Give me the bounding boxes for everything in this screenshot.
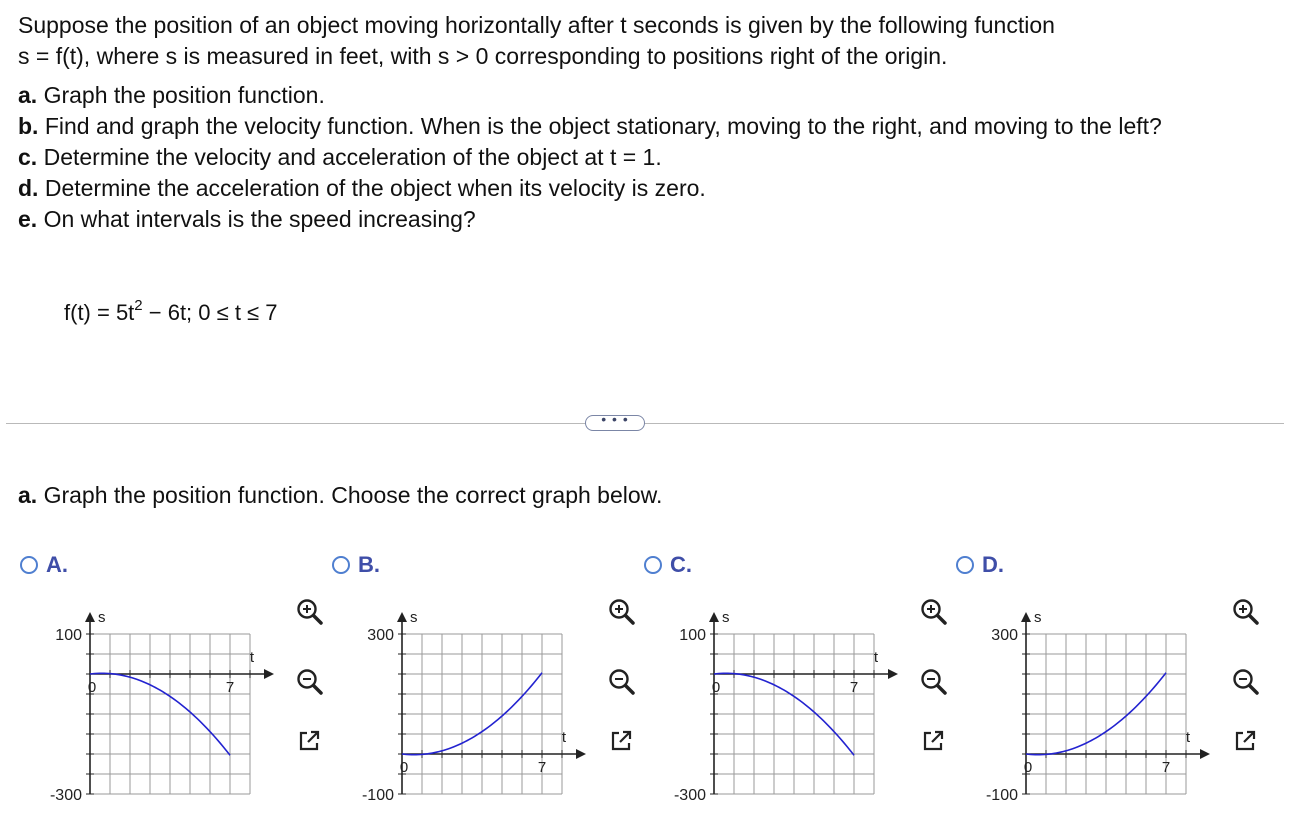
question-prompt: a. Graph the position function. Choose the correct graph below.: [18, 482, 663, 508]
y-min-label: -100: [361, 787, 394, 804]
x-max-tick-label: 7: [537, 759, 547, 776]
part-a: a. Graph the position function.: [18, 82, 325, 108]
part-b: b. Find and graph the velocity function. When is the object stationary, moving to the right, and moving to the left?: [18, 113, 1162, 139]
zoom-out-icon[interactable]: [918, 666, 948, 696]
y-min-label: -300: [49, 787, 82, 804]
option-c[interactable]: [644, 552, 692, 578]
option-label: A.: [46, 552, 68, 577]
y-axis-name: s: [410, 609, 418, 626]
expand-icon[interactable]: [1230, 726, 1260, 756]
radio-button[interactable]: [20, 556, 38, 574]
y-max-label: 300: [367, 627, 394, 644]
y-axis-arrow: [397, 612, 407, 622]
x-axis-name: t: [561, 729, 566, 746]
function-definition: $f(t) = 5t^2 - 6t$; 0 ≤ t ≤ 7: [64, 297, 278, 325]
expand-icon[interactable]: [294, 726, 324, 756]
option-d[interactable]: [956, 552, 1004, 578]
y-axis-name: s: [98, 609, 106, 626]
x-zero-label: 0: [87, 679, 97, 696]
y-axis-arrow: [709, 612, 719, 622]
y-max-label: 100: [55, 627, 82, 644]
x-max-tick-label: 7: [225, 679, 235, 696]
intro-line-2: s = f(t), where s is measured in feet, with s > 0 corresponding to positions right of the origin.: [18, 43, 948, 69]
y-axis-arrow: [1021, 612, 1031, 622]
x-max-tick-label: 7: [1161, 759, 1171, 776]
y-min-label: -100: [985, 787, 1018, 804]
x-axis-arrow: [576, 749, 586, 759]
grid: [711, 634, 874, 794]
x-axis-arrow: [1200, 749, 1210, 759]
show-more-button[interactable]: • • •: [585, 415, 645, 431]
part-e: e. On what intervals is the speed increasing?: [18, 206, 476, 232]
expand-icon[interactable]: [918, 726, 948, 756]
zoom-in-icon[interactable]: [1230, 596, 1260, 626]
radio-button[interactable]: [956, 556, 974, 574]
part-d: d. Determine the acceleration of the object when its velocity is zero.: [18, 175, 706, 201]
option-label: D.: [982, 552, 1004, 577]
zoom-in-icon[interactable]: [294, 596, 324, 626]
x-axis-name: t: [873, 649, 878, 666]
x-zero-label: 0: [1023, 759, 1033, 776]
zoom-in-icon[interactable]: [918, 596, 948, 626]
graph-option-a: [34, 596, 284, 806]
zoom-in-icon[interactable]: [606, 596, 636, 626]
y-max-label: 100: [679, 627, 706, 644]
y-max-label: 300: [991, 627, 1018, 644]
option-b[interactable]: [332, 552, 380, 578]
graph-option-c: [658, 596, 908, 806]
x-zero-label: 0: [711, 679, 721, 696]
section-divider: [6, 423, 1284, 424]
x-axis-name: t: [1185, 729, 1190, 746]
zoom-out-icon[interactable]: [294, 666, 324, 696]
y-axis-name: s: [722, 609, 730, 626]
x-zero-label: 0: [399, 759, 409, 776]
option-a[interactable]: [20, 552, 68, 578]
option-label: B.: [358, 552, 380, 577]
grid: [87, 634, 250, 794]
x-max-tick-label: 7: [849, 679, 859, 696]
graph-option-b: [346, 596, 596, 806]
x-axis-arrow: [264, 669, 274, 679]
x-axis-name: t: [249, 649, 254, 666]
radio-button[interactable]: [644, 556, 662, 574]
zoom-out-icon[interactable]: [606, 666, 636, 696]
problem-statement: [18, 10, 1280, 235]
y-axis-name: s: [1034, 609, 1042, 626]
x-axis-arrow: [888, 669, 898, 679]
y-min-label: -300: [673, 787, 706, 804]
expand-icon[interactable]: [606, 726, 636, 756]
intro-line-1: Suppose the position of an object moving horizontally after t seconds is given by the following function: [18, 12, 1055, 38]
graph-option-d: [970, 596, 1220, 806]
option-label: C.: [670, 552, 692, 577]
radio-button[interactable]: [332, 556, 350, 574]
zoom-out-icon[interactable]: [1230, 666, 1260, 696]
y-axis-arrow: [85, 612, 95, 622]
part-c: c. Determine the velocity and acceleration of the object at t = 1.: [18, 144, 662, 170]
